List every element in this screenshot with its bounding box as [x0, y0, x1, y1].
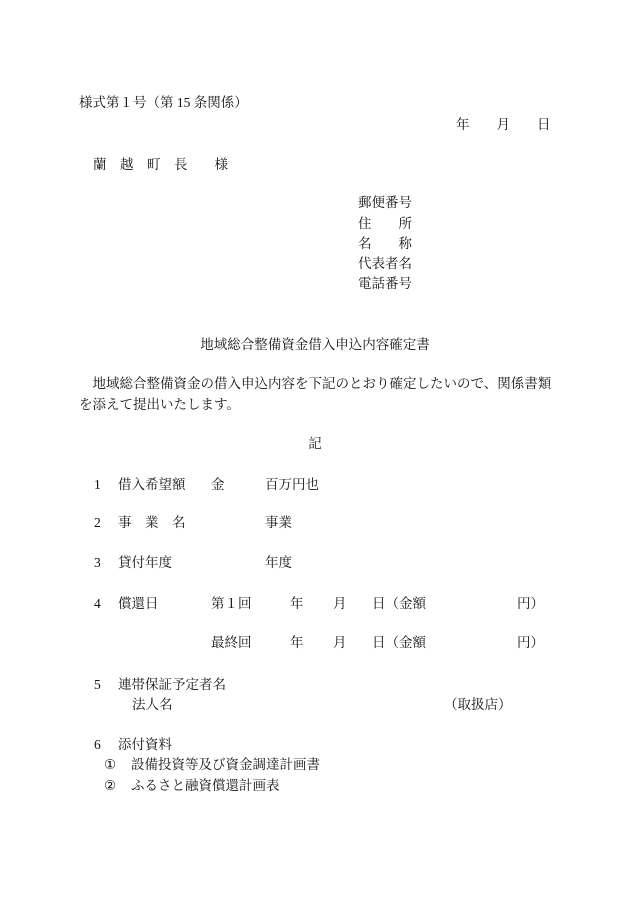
repayment-year: 年 [290, 635, 304, 650]
project-suffix: 事業 [265, 515, 292, 530]
date-line: 年 月 日 [456, 117, 551, 132]
amount-suffix: 百万円也 [265, 477, 319, 492]
item-number: 2 [94, 515, 101, 530]
item-label: 連帯保証予定者名 [118, 677, 226, 692]
attachment-text: ふるさと融資償還計画表 [131, 778, 280, 793]
item-label: 貸付年度 [118, 555, 172, 570]
item-number: 4 [94, 596, 101, 611]
corporation-name-label: 法人名 [132, 697, 173, 712]
repayment-yen: 円） [517, 596, 544, 611]
item-number: 1 [94, 477, 101, 492]
item-number: 6 [94, 737, 101, 752]
item-label: 事 業 名 [118, 515, 186, 530]
body-line: 地域総合整備資金の借入申込内容を下記のとおり確定したいので、関係書類 [79, 376, 552, 391]
body-line: を添えて提出いたします。 [79, 397, 240, 412]
item-label: 償還日 [118, 596, 159, 611]
item-label: 借入希望額 [118, 477, 186, 492]
attachment-mark: ① [104, 757, 117, 772]
repayment-round: 最終回 [211, 635, 252, 650]
branch-label: （取扱店） [444, 697, 512, 712]
applicant-field-postal-code: 郵便番号 [358, 195, 412, 210]
repayment-yen: 円） [517, 635, 544, 650]
attachment-text: 設備投資等及び資金調達計画書 [131, 757, 320, 772]
repayment-round: 第１回 [211, 596, 252, 611]
item-number: 3 [94, 555, 101, 570]
applicant-field-name: 名 称 [358, 236, 412, 251]
repayment-day-amount: 日（金額 [372, 596, 426, 611]
year-suffix: 年度 [265, 555, 292, 570]
repayment-month: 月 [333, 596, 347, 611]
form-number: 様式第１号（第 15 条関係） [79, 95, 248, 110]
applicant-field-representative: 代表者名 [358, 256, 412, 271]
item-number: 5 [94, 677, 101, 692]
applicant-field-address: 住 所 [358, 216, 412, 231]
item-label: 添付資料 [118, 737, 172, 752]
repayment-year: 年 [290, 596, 304, 611]
applicant-field-phone: 電話番号 [358, 276, 412, 291]
attachment-mark: ② [104, 778, 117, 793]
document-title: 地域総合整備資金借入申込内容確定書 [200, 337, 430, 352]
amount-prefix: 金 [211, 477, 225, 492]
repayment-month: 月 [333, 635, 347, 650]
ki-heading: 記 [308, 436, 322, 451]
addressee: 蘭 越 町 長 様 [93, 157, 228, 172]
repayment-day-amount: 日（金額 [372, 635, 426, 650]
